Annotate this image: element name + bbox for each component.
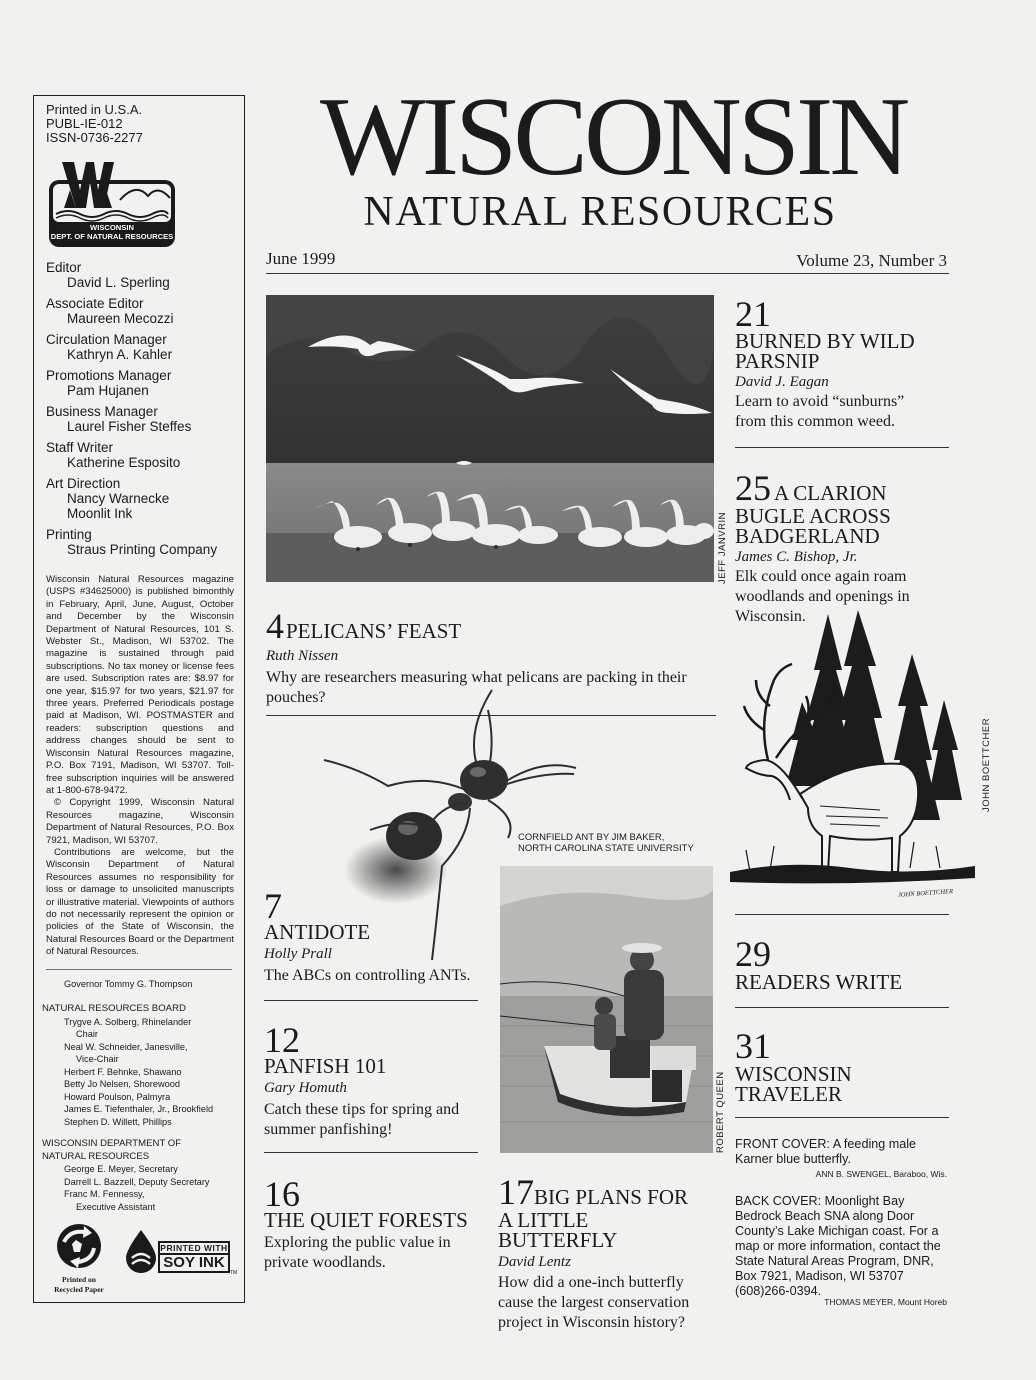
publication-info	[46, 574, 234, 959]
article-description-line1: Catch these tips for spring and	[264, 1101, 460, 1118]
soy-line2: SOY INK	[163, 1254, 225, 1271]
role-name: Nancy Warnecke	[67, 491, 170, 506]
page-number: 7	[264, 886, 282, 926]
masthead-divider	[46, 969, 232, 970]
pelican-photo-credit: JEFF JANVRIN	[717, 512, 728, 584]
soy-ink-badge	[158, 1241, 230, 1273]
role-name: Kathryn A. Kahler	[67, 347, 173, 362]
dnr-logo-line2: DEPT. OF NATURAL RESOURCES	[50, 232, 174, 241]
soy-line1: PRINTED WITH	[160, 1243, 228, 1253]
elk-illustration	[730, 610, 975, 905]
back-cover-line: BACK COVER: Moonlight Bay	[735, 1194, 905, 1208]
governor: Governor Tommy G. Thompson	[64, 979, 193, 989]
role-label: Art Direction	[46, 476, 121, 491]
board-member: James E. Tiefenthaler, Jr., Brookfield	[64, 1104, 214, 1114]
article-title-line2: BUGLE ACROSS	[735, 504, 891, 528]
article-description-line1: Elk could once again roam	[735, 568, 907, 585]
article-forests[interactable]	[264, 1176, 494, 1273]
dept-member: Darrell L. Bazzell, Deputy Secretary	[64, 1176, 210, 1187]
divider	[264, 1152, 478, 1153]
article-author: James C. Bishop, Jr.	[735, 549, 858, 565]
article-description-line2: from this common weed.	[735, 413, 895, 430]
article-parsnip[interactable]	[735, 296, 949, 432]
elk-drawing	[730, 610, 975, 905]
board-member-title: Chair	[76, 1029, 98, 1039]
role-name: Laurel Fisher Steffes	[67, 419, 192, 434]
article-description-line2: summer panfishing!	[264, 1121, 393, 1138]
article-title: READERS WRITE	[735, 970, 903, 994]
board-member-title: Vice-Chair	[76, 1054, 119, 1064]
article-description-line3: project in Wisconsin history?	[498, 1314, 686, 1331]
article-readers-write[interactable]	[735, 936, 949, 992]
article-title-line1: BURNED BY WILD	[735, 329, 915, 353]
back-cover-note	[735, 1194, 949, 1299]
printed-in: Printed in U.S.A.	[46, 102, 143, 117]
role-label: Associate Editor	[46, 296, 144, 311]
staff-printing	[46, 527, 238, 557]
article-panfish[interactable]	[264, 1022, 478, 1140]
role-name: Moonlit Ink	[67, 506, 133, 521]
print-info	[46, 103, 143, 145]
article-title-line2: TRAVELER	[735, 1082, 842, 1106]
article-title: THE QUIET FORESTS	[264, 1208, 468, 1232]
article-description: The ABCs on controlling ANTs.	[264, 967, 471, 984]
article-title: ANTIDOTE	[264, 920, 371, 944]
fishing-image	[500, 866, 713, 1153]
department-staff	[42, 1138, 238, 1213]
article-butterfly[interactable]	[498, 1174, 712, 1333]
recycled-line2: Recycled Paper	[54, 1285, 104, 1294]
volume-number: Volume 23, Number 3	[796, 251, 947, 270]
recycled-line1: Printed on	[62, 1275, 96, 1284]
board-heading: NATURAL RESOURCES BOARD	[42, 1003, 186, 1014]
article-clarion[interactable]	[735, 470, 949, 627]
article-author: Holly Prall	[264, 946, 332, 962]
recycled-paper-logo	[46, 1222, 112, 1296]
staff-editor	[46, 260, 238, 290]
dept-member: Franc M. Fennessy,	[64, 1189, 145, 1199]
article-description-line2: private woodlands.	[264, 1254, 386, 1271]
ant-credit-line2: NORTH CAROLINA STATE UNIVERSITY	[518, 843, 694, 854]
page-number: 17	[498, 1172, 534, 1212]
divider	[264, 1000, 478, 1001]
role-label: Editor	[46, 260, 82, 275]
article-title: PANFISH 101	[264, 1054, 387, 1078]
role-name: Straus Printing Company	[67, 542, 218, 557]
article-title-line1: BIG PLANS FOR	[534, 1185, 689, 1209]
dnr-logo	[48, 160, 176, 248]
soybean-drop-icon	[122, 1228, 160, 1274]
divider	[735, 447, 949, 448]
back-cover-line: State Natural Areas Program, DNR,	[735, 1254, 934, 1268]
article-title-line1: A CLARION	[774, 481, 887, 505]
role-label: Circulation Manager	[46, 332, 167, 347]
board-member: Howard Poulson, Palmyra	[64, 1091, 171, 1102]
back-cover-line: Bedrock Beach SNA along Door	[735, 1209, 915, 1223]
board-member: Herbert F. Behnke, Shawano	[64, 1066, 182, 1077]
staff-art-direction	[46, 476, 238, 521]
divider	[735, 1007, 949, 1008]
board-member: Stephen D. Willett, Phillips	[64, 1116, 172, 1127]
article-title-line3: BADGERLAND	[735, 524, 880, 548]
role-label: Staff Writer	[46, 440, 114, 455]
divider	[735, 1117, 949, 1118]
article-description: Why are researchers measuring what pelicans are packing in their pouches?	[266, 669, 687, 706]
natural-resources-board	[42, 1003, 238, 1128]
fishing-photo-credit: ROBERT QUEEN	[715, 1071, 726, 1153]
back-cover-credit: THOMAS MEYER, Mount Horeb	[824, 1297, 947, 1307]
role-name: Maureen Mecozzi	[67, 311, 174, 326]
elk-art-credit: JOHN BOETTCHER	[981, 717, 992, 812]
front-cover-note	[735, 1137, 949, 1167]
magazine-title: WISCONSIN	[320, 75, 907, 199]
magazine-subtitle: NATURAL RESOURCES	[363, 189, 837, 235]
header-rule	[266, 273, 949, 274]
article-wisconsin-traveler[interactable]	[735, 1028, 949, 1104]
staff-promotions-manager	[46, 368, 238, 398]
soy-ink-logo	[122, 1228, 240, 1276]
staff-associate-editor	[46, 296, 238, 326]
elk-artist-signature: JOHN BOETTCHER	[897, 888, 954, 899]
ant-credit-line1: CORNFIELD ANT BY JIM BAKER,	[518, 832, 665, 843]
divider	[735, 914, 949, 915]
dept-members	[42, 1163, 238, 1213]
board-member: Betty Jo Nelsen, Shorewood	[64, 1079, 180, 1089]
article-title-line2: A LITTLE BUTTERFLY	[498, 1208, 618, 1252]
publ-number: PUBL-IE-012	[46, 116, 123, 131]
issn: ISSN-0736-2277	[46, 130, 143, 145]
board-member: Neal W. Schneider, Janesville,	[64, 1041, 188, 1052]
page-number: 12	[264, 1020, 300, 1060]
pelican-photo	[266, 295, 714, 582]
article-description-line2: cause the largest conservation	[498, 1294, 690, 1311]
article-description-line2: woodlands and openings in	[735, 588, 910, 605]
front-cover-line2: Karner blue butterfly.	[735, 1152, 851, 1166]
contributions-paragraph: Contributions are welcome, but the Wisconsin Department of Natural Resources assumes no responsibility for loss or damage to unsolicited manuscripts or illustrative material. Viewpoints of authors do not necessarily represent the opinion or policies of the State of Wisconsin, the Natural Resources Board or the Department of Natural Resources.	[46, 846, 234, 958]
page-number: 21	[735, 294, 771, 334]
article-title-line2: PARSNIP	[735, 349, 820, 373]
staff-writer	[46, 440, 238, 470]
front-cover-line1: FRONT COVER: A feeding male	[735, 1137, 917, 1151]
role-label: Printing	[46, 527, 92, 542]
page-number: 4	[266, 606, 284, 646]
page-number: 16	[264, 1174, 300, 1214]
article-author: Ruth Nissen	[266, 648, 339, 664]
article-author: David J. Eagan	[735, 374, 829, 390]
back-cover-line: map or more information, contact the	[735, 1239, 941, 1253]
article-antidote[interactable]	[264, 888, 478, 986]
dept-heading-1: WISCONSIN DEPARTMENT OF	[42, 1138, 182, 1149]
dept-heading-2: NATURAL RESOURCES	[42, 1150, 150, 1162]
role-name: David L. Sperling	[67, 275, 170, 290]
role-name: Katherine Esposito	[67, 455, 181, 470]
article-description-line3: Wisconsin.	[735, 608, 806, 625]
dept-member: George E. Meyer, Secretary	[64, 1164, 178, 1174]
back-cover-line: (608)266-0394.	[735, 1284, 822, 1298]
ant-photo-credit	[518, 832, 694, 854]
article-description-line1: How did a one-inch butterfly	[498, 1274, 684, 1291]
back-cover-line: Box 7921, Madison, WI 53707	[735, 1269, 904, 1283]
article-description-line1: Learn to avoid “sunburns”	[735, 393, 905, 410]
fishing-photo	[500, 866, 713, 1153]
soy-trademark: TM	[230, 1270, 238, 1276]
back-cover-line: County’s Lake Michigan coast. For a	[735, 1224, 939, 1238]
article-title: PELICANS’ FEAST	[286, 619, 462, 643]
role-name: Pam Hujanen	[67, 383, 149, 398]
page-number: 31	[735, 1026, 771, 1066]
board-member: Trygve A. Solberg, Rhinelander	[64, 1016, 192, 1027]
staff-list	[46, 260, 238, 557]
recycle-icon	[46, 1222, 112, 1270]
article-author: Gary Homuth	[264, 1080, 347, 1096]
pelican-photo-image	[266, 295, 714, 582]
role-label: Business Manager	[46, 404, 158, 419]
pub-info-paragraph: Wisconsin Natural Resources magazine (USPS #34625000) is published bimonthly in February, April, June, August, October and December by the Wisconsin Department of Natural Resources, 101 S. Webster St., Madison, WI 53702. The magazine is sustained through paid subscriptions. No tax money or license fees are used. Subscription rates are: $8.97 for one year, $15.97 for two years, $21.97 for three years. Preferred Periodicals postage paid at Madison, WI. POSTMASTER and readers: subscription questions and address changes should be sent to Wisconsin Natural Resources magazine, P.O. Box 7191, Madison, WI 53707. Toll-free subscription inquiries will be answered at 1-800-678-9472.	[46, 574, 234, 796]
page-number: 29	[735, 934, 771, 974]
page-number: 25	[735, 468, 771, 508]
article-author: David Lentz	[498, 1254, 571, 1270]
staff-business-manager	[46, 404, 238, 434]
issue-date: June 1999	[266, 249, 336, 268]
staff-circulation-manager	[46, 332, 238, 362]
dept-member-title: Executive Assistant	[76, 1201, 156, 1212]
dnr-logo-line1: WISCONSIN	[90, 223, 134, 232]
article-description-line1: Exploring the public value in	[264, 1234, 451, 1251]
board-members	[42, 1016, 238, 1129]
article-title-line1: WISCONSIN	[735, 1062, 852, 1086]
front-cover-credit: ANN B. SWENGEL, Baraboo, Wis.	[815, 1169, 947, 1179]
copyright-paragraph: © Copyright 1999, Wisconsin Natural Resources magazine, Wisconsin Department of Natural Resources, P.O. Box 7921, Madison, WI 53707.	[46, 797, 234, 846]
role-label: Promotions Manager	[46, 368, 172, 383]
